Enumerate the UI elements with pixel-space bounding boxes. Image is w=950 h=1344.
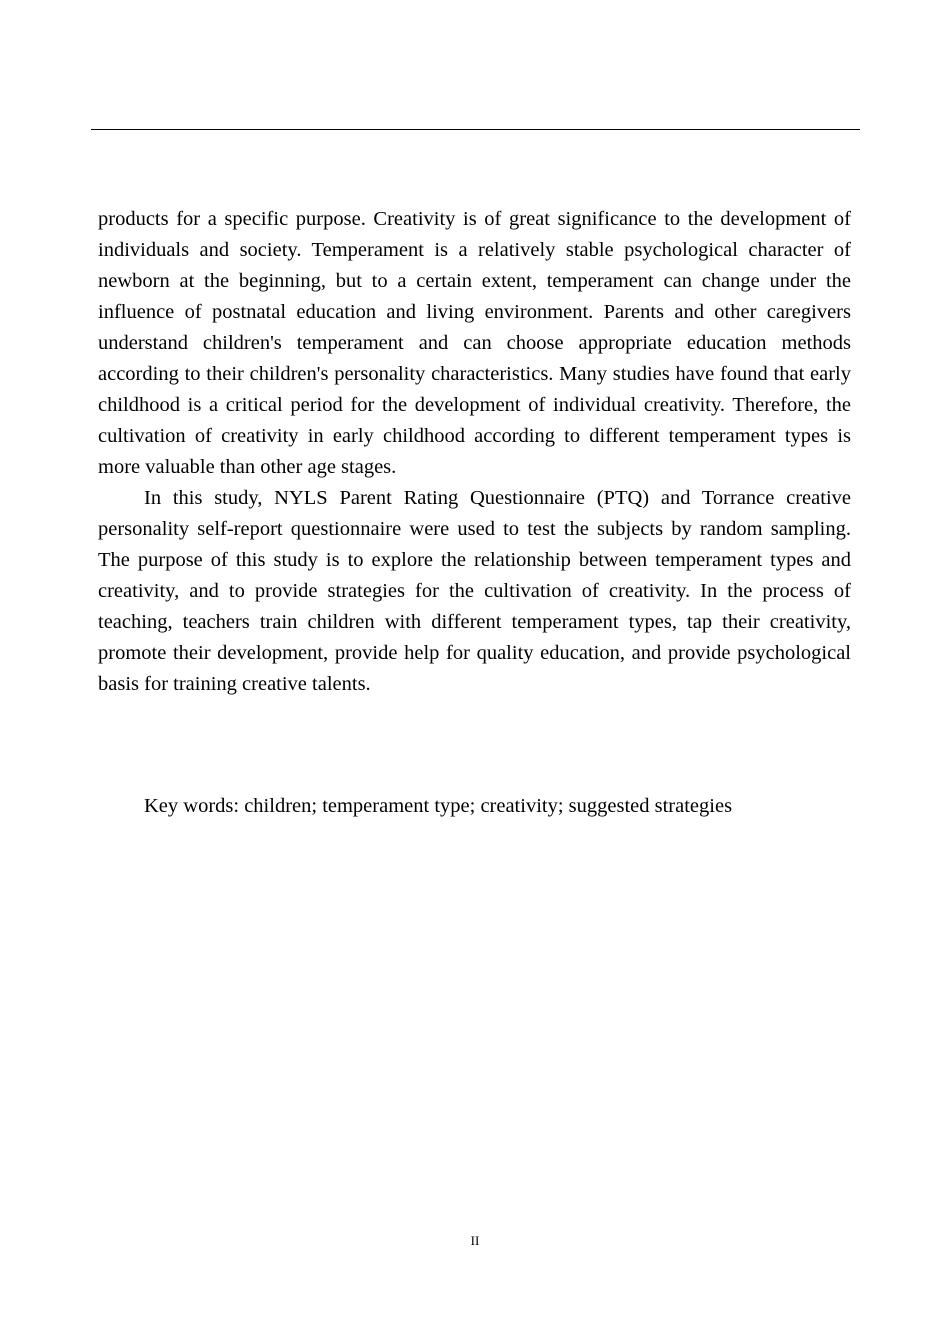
page-number: II: [470, 1233, 480, 1248]
header-rule: [91, 129, 860, 130]
abstract-paragraph-continued: products for a specific purpose. Creativity is of great significance to the development of individuals and society. Temperament is a relatively stable psychological character of newborn at the beginning, but to a certain extent, temperament can change under the influence of postnatal education and living environment. Parents and other caregivers understand children's temperament and can choose appropriate education methods according to their children's personality characteristics. Many studies have found that early childhood is a critical period for the development of individual creativity. Therefore, the cultivation of creativity in early childhood according to different temperament types is more valuable than other age stages.: [98, 208, 851, 478]
abstract-body: [98, 204, 851, 700]
abstract-paragraph-method: In this study, NYLS Parent Rating Questionnaire (PTQ) and Torrance creative personality self-report questionnaire were used to test the subjects by random sampling. The purpose of this study is to explore the relationship between temperament types and creativity, and to provide strategies for the cultivation of creativity. In the process of teaching, teachers train children with different temperament types, tap their creativity, promote their development, provide help for quality education, and provide psychological basis for training creative talents.: [98, 487, 851, 695]
keywords-line: Key words: children; temperament type; creativity; suggested strategies: [144, 795, 733, 817]
